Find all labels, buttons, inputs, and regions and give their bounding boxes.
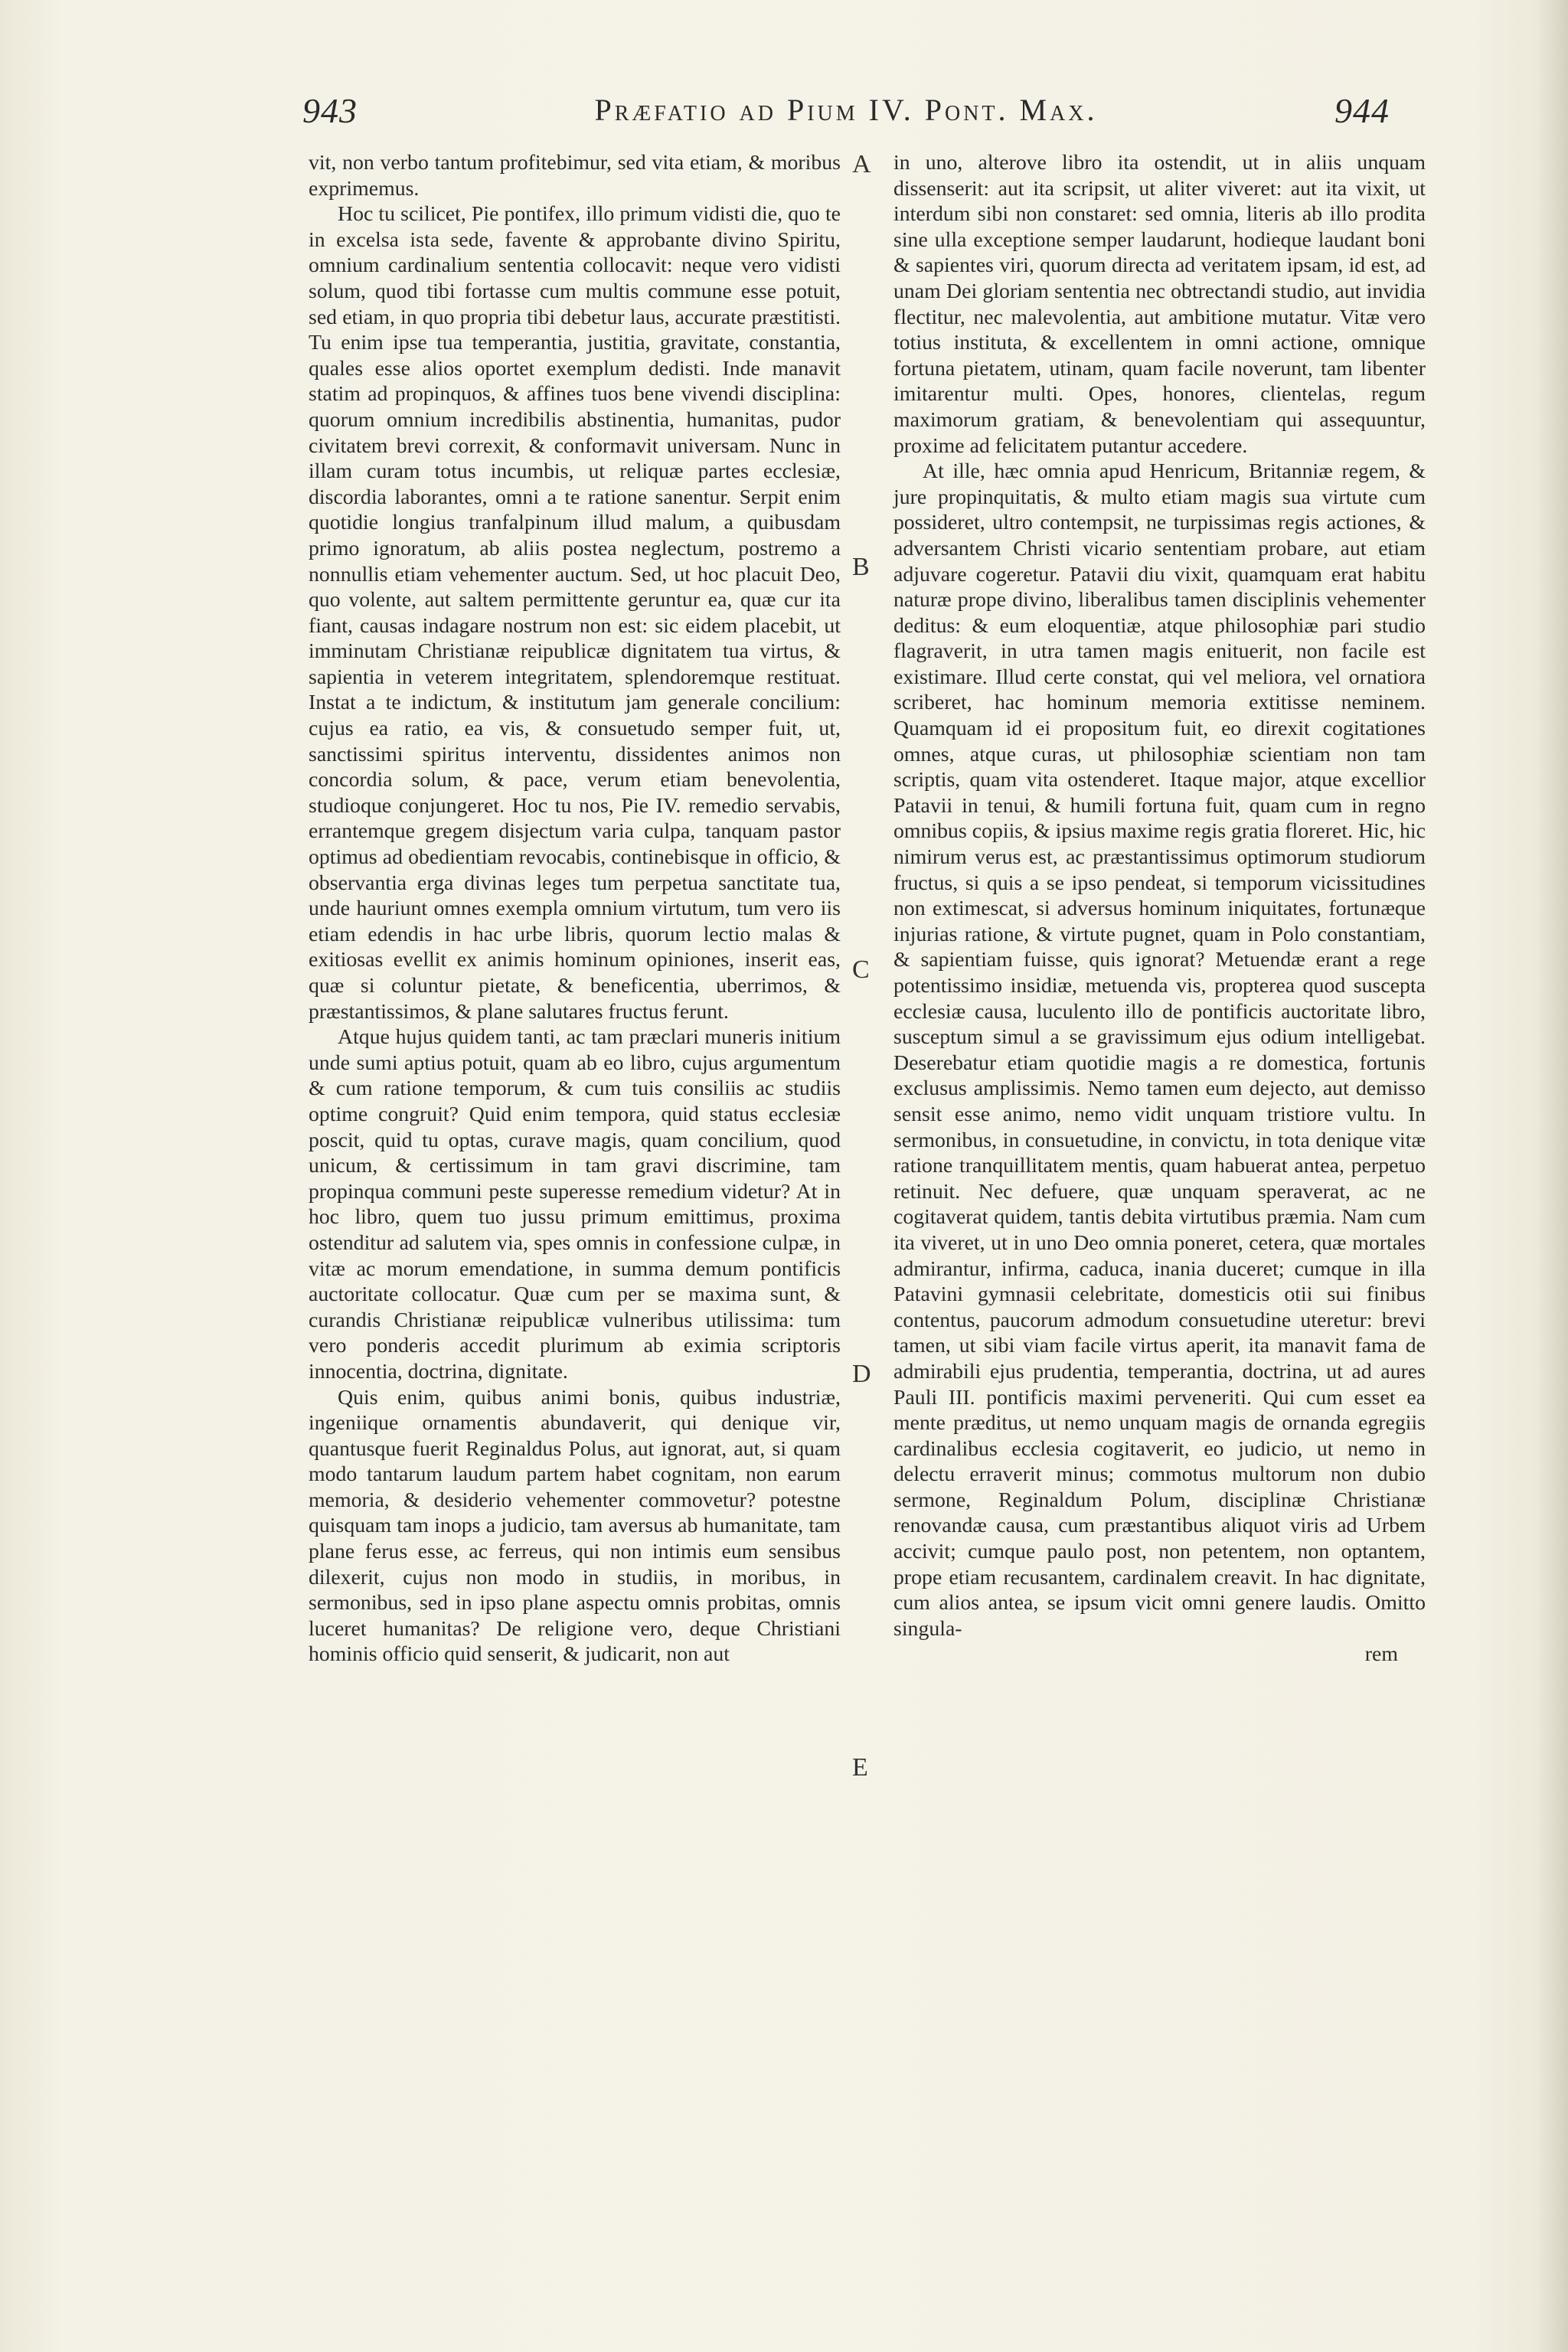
margin-letter-e: E [852,1753,868,1782]
running-head [302,90,1390,144]
margin-letter-c: C [852,956,870,984]
page-edge-shadow [1537,0,1568,2352]
left-text-column [309,150,841,1668]
left-paragraph-1: vit, non verbo tantum profitebimur, sed vita etiam, & moribus exprimemus. [309,151,841,201]
margin-letter-b: B [852,553,870,581]
right-paragraph-2: At ille, hæc omnia apud Henricum, Britanniæ regem, & jure propinquitatis, & multo etiam magis sua virtute cum possideret, ultro contempsit, ne turpissimas regis actiones, & adversantem Christi vicario sententiam probare, aut etiam adjuvare cogeretur. Patavii diu vixit, quamquam erat habitu naturæ prope divino, liberalibus tamen disciplinis vehementer deditus: & eum eloquentiæ, atque philosophiæ pari studio flagraverit, in utra tamen magis enituerit, non facile est existimare. Illud certe constat, qui vel meliora, vel ornatiora scriberet, hac hominum memoria extitisse neminem. Quamquam id ei propositum fuit, eo direxit cogitationes omnes, atque curas, ut philosophiæ scientiam non tam scriptis, quam vita ostenderet. Itaque major, atque excellior Patavii in tenui, & humili fortuna fuit, quam cum in regno omnibus copiis, & ipsius maxime regis gratia floreret. Hic, hic nimirum verus est, ac præstantissimus optimorum studiorum fructus, si quis a se ipso pendeat, si temporum vicissitudines non extimescat, si adversus hominum iniquitates, fortunæque injurias ratione, & virtute pugnet, quam in Polo constantiam, & sapientiam fuisse, quis ignorat? Metuendæ erant a rege potentissimo insidiæ, metuenda vis, propterea quod suscepta ecclesiæ causa, luculento illo de pontificis auctoritate libro, susceptum simul a se gravissimum ejus odium intelligebat. Deserebatur etiam quotidie magis a re domestica, fortunis exclusus amplissimis. Nemo tamen eum dejecto, aut demisso sensit esse animo, nemo vidit unquam tristiore vultu. In sermonibus, in consuetudine, in convictu, in tota denique vitæ ratione tranquillitatem mentis, quam habuerat antea, perpetuo retinuit. Nec defuere, quæ unquam speraverat, ac ne cogitaverat quidem, tantis debita virtutibus præmia. Nam cum ita viveret, ut in uno Deo omnia poneret, cetera, quæ mortales admirantur, infirma, caduca, inania duceret; cumque in illa Patavini gymnasii celebritate, domesticis otii sui finibus contentus, paucorum admodum consuetudine uteretur: brevi tamen, ut sibi viam facile virtus aperit, ita manavit fama de admirabili ejus prudentia, temperantia, doctrina, ut ad aures Pauli III. pontificis maximi perveneriti. Qui cum esset ea mente præditus, ut nemo unquam magis de ornanda egregiis cardinalibus ecclesia cogitaverit, eo judicio, ut nemo in delectu erraverit minus; commotus multorum non dubio sermone, Reginaldum Polum, disciplinæ Christianæ renovandæ causa, cum præstantibus aliquot viris ad Urbem accivit; cumque paulo post, non petentem, non optantem, prope etiam recusantem, cardinalem creavit. In hac dignitate, cum alios antea, se ipsum vicit omni genere laudis. Omitto singula- [893,459,1426,1641]
running-head-title: Præfatio ad Pium IV. Pont. Max. [594,93,1098,127]
margin-letter-a: A [852,150,871,178]
margin-letter-d: D [852,1360,871,1388]
right-text-column [893,150,1426,1668]
left-paragraph-4: Quis enim, quibus animi bonis, quibus industriæ, ingeniique ornamentis abundaverit, qui denique vir, quantusque fuerit Reginaldus Polus, aut ignorat, aut, si quam modo tantarum laudum partem habet cognitam, non earum memoria, & desiderio vehementer commovetur? potestne quisquam tam inops a judicio, tam aversus ab humanitate, tam plane ferus esse, ac ferreus, qui non intimis eum sensibus dilexerit, cujus non modo in studiis, in moribus, in sermonibus, sed in ipso plane aspectu omnis probitas, omnis luceret humanitas? De religione vero, deque Christiani hominis officio quid senserit, & judicarit, non aut [309,1385,841,1667]
right-paragraph-1: in uno, alterove libro ita ostendit, ut in aliis unquam dissenserit: aut ita scripsit, ut aliter viveret: aut ita vixit, ut interdum sibi non constaret: sed omnia, literis ab illo prodita sine ulla exceptione semper laudarunt, hodieque laudant boni & sapientes viri, quorum directa ad veritatem ipsam, id est, ad unam Dei gloriam sententia nec obtrectandi studio, aut invidia flectitur, nec malevolentia, aut ambitione mutatur. Vitæ vero totius instituta, & excellentem in omni actione, omnique fortuna pietatem, utinam, quam facile noverunt, tam libenter imitarentur multi. Opes, honores, clientelas, regum maximorum gratiam, & benevolentiam qui assequuntur, proxime ad felicitatem putantur accedere. [893,151,1426,458]
left-paragraph-2: Hoc tu scilicet, Pie pontifex, illo primum vidisti die, quo te in excelsa ista sede, favente & approbante divino Spiritu, omnium cardinalium sententia collocavit: neque vero vidisti solum, quod tibi fortasse cum multis commune esse potuit, sed etiam, in quo propria tibi debetur laus, accurate præstitisti. Tu enim ipse tua temperantia, justitia, gravitate, constantia, quales esse alios oportet exemplum dedisti. Inde manavit statim ad propinquos, & affines tuos bene vivendi disciplina: quorum omnium incredibilis abstinentia, humanitas, pudor civitatem brevi correxit, & conformavit universam. Nunc in illam curam totus incumbis, ut reliquæ partes ecclesiæ, discordia laborantes, omni a te ratione sanentur. Serpit enim quotidie longius tranfalpinum illud malum, a quibusdam primo ignoratum, ab aliis postea neglectum, postremo a nonnullis etiam vehementer auctum. Sed, ut hoc placuit Deo, quo volente, aut saltem permittente geruntur ea, quæ cur ita fiant, causas indagare nostrum non est: sic eidem placebit, ut imminutam Christianæ reipublicæ dignitatem tua virtus, & sapientia in veterem integritatem, splendoremque restituat. Instat a te indictum, & institutum jam generale concilium: cujus ea ratio, ea vis, & consuetudo semper fuit, ut, sanctissimi spiritus interventu, dissidentes animos non concordia solum, & pace, verum etiam benevolentia, studioque conjungeret. Hoc tu nos, Pie IV. remedio servabis, errantemque gregem disjectum varia culpa, tanquam pastor optimus ad obedientiam revocabis, continebisque in officio, & observantia erga divinas leges tum perpetua sanctitate tua, unde hauriunt omnes exempla omnium virtutum, tum vero iis etiam edendis in hac urbe libris, quorum lectio malas & exitiosas evellit ex animis hominum opiniones, inserit eas, quæ si coluntur pietate, & beneficentia, uberrimos, & præstantissimos, & plane salutares fructus ferunt. [309,202,841,1024]
page-number-right: 944 [1334,91,1390,130]
page-number-left: 943 [302,91,358,130]
catchword: rem [1364,1642,1398,1667]
left-paragraph-3: Atque hujus quidem tanti, ac tam præclari muneris initium unde sumi aptius potuit, quam ab eo libro, cujus argumentum & cum ratione temporum, & cum tuis consiliis ac studiis optime congruit? Quid enim tempora, quid status ecclesiæ poscit, quid tu optas, curave magis, quam concilium, quod unicum, & certissimum in tam gravi discrimine, tam propinqua communi peste superesse remedium videtur? At in hoc libro, quem tuo jussu primum emittimus, proxima ostenditur ad salutem via, spes omnis in confessione culpæ, in vitæ ac morum emendatione, in summa demum pontificis auctoritate collocatur. Quæ cum per se maxima sunt, & curandis Christianæ reipublicæ vulneribus utilissima: tum vero ponderis accedit plurimum ab eximia scriptoris innocentia, doctrina, dignitate. [309,1025,841,1383]
